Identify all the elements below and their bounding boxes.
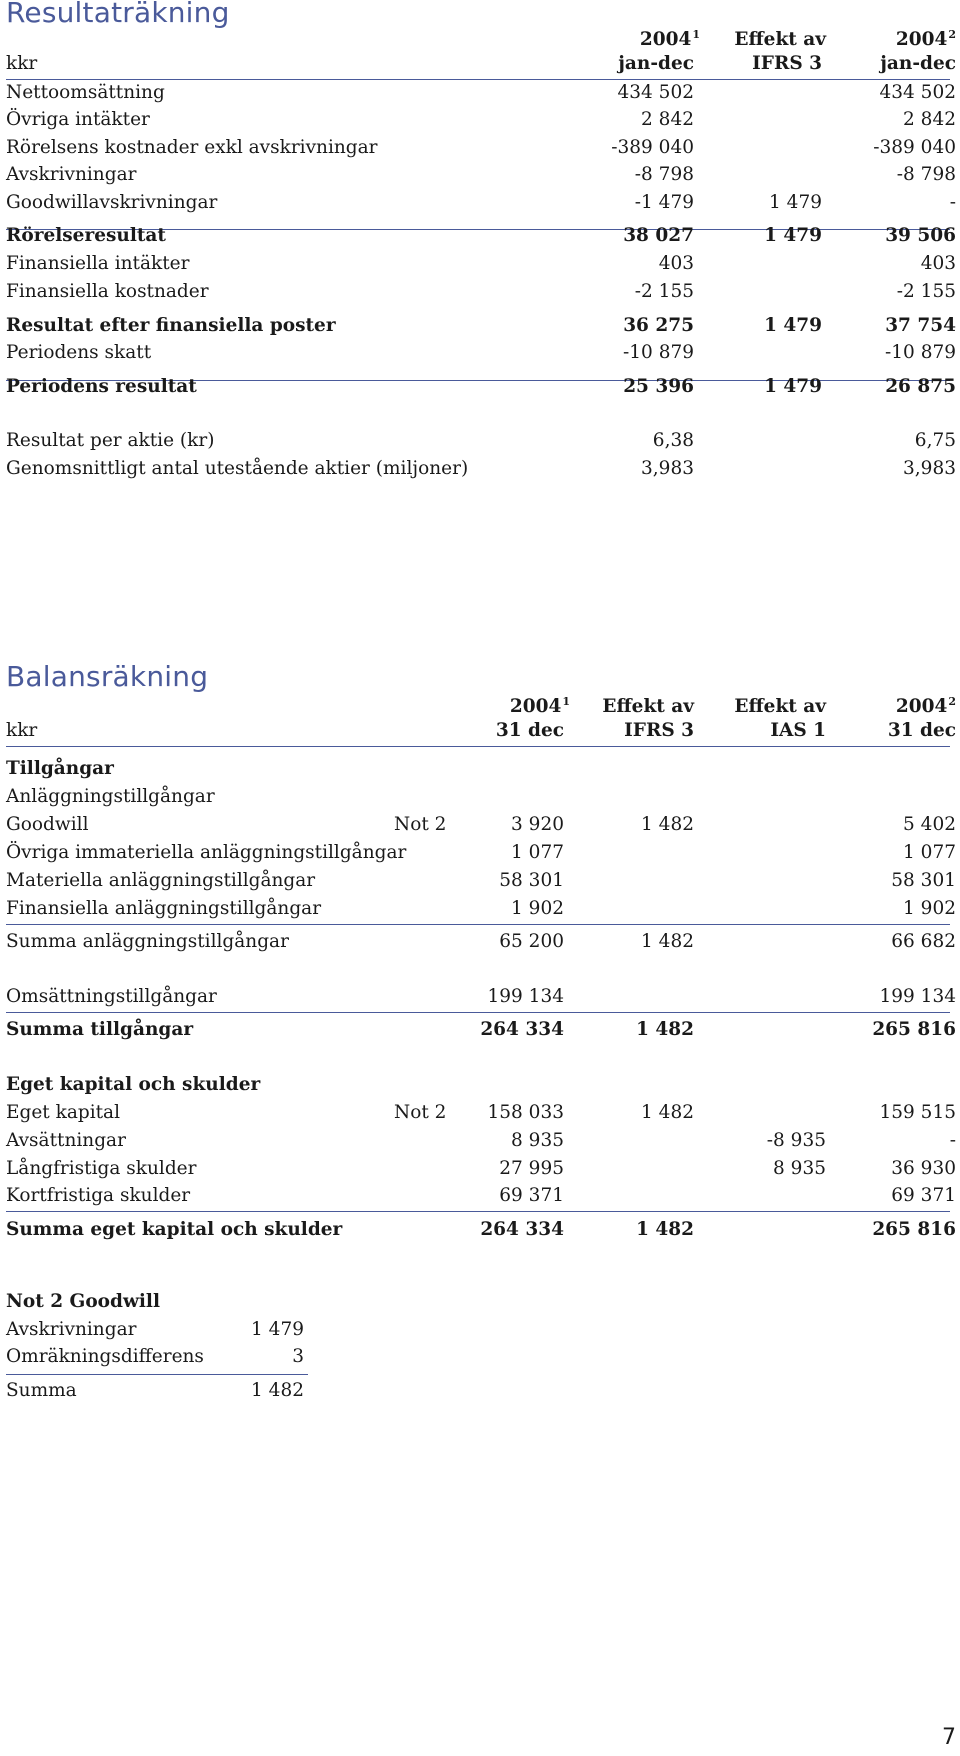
income-row-label: Periodens resultat <box>6 376 197 397</box>
balance-row-label: Summa tillgångar <box>6 1019 194 1040</box>
income-row-label: Finansiella intäkter <box>6 253 190 274</box>
balance-col4-year: 2004$^2$ <box>895 694 956 717</box>
balance-row-label: Summa eget kapital och skulder <box>6 1219 343 1240</box>
balance-cell-c2: 1 482 <box>641 931 694 952</box>
note2-row-label: Omräkningsdifferens <box>6 1346 204 1367</box>
balance-col1-year: 2004$^1$ <box>509 694 570 717</box>
balance-title: Balansräkning <box>6 660 209 693</box>
income-row-label: Genomsnittligt antal utestående aktier (miljoner) <box>6 458 469 479</box>
income-cell-c1: 434 502 <box>617 82 694 103</box>
income-cell-c1: 36 275 <box>623 315 694 336</box>
balance-cell-c4: 1 902 <box>903 898 956 919</box>
income-row <box>6 375 956 399</box>
balance-col1-date: 31 dec <box>495 720 564 741</box>
income-title: Resultaträkning <box>6 0 230 29</box>
balance-row-label: Summa anläggningstillgångar <box>6 931 289 952</box>
income-row-label: Övriga intäkter <box>6 109 150 130</box>
income-row <box>6 429 956 453</box>
balance-cell-c1: 264 334 <box>480 1219 564 1240</box>
balance-row-label: Anläggningstillgångar <box>6 786 215 807</box>
balance-row-label: Övriga immateriella anläggningstillgångar <box>6 842 407 863</box>
balance-cell-c1: 65 200 <box>499 931 564 952</box>
balance-cell-c1: 3 920 <box>511 814 564 835</box>
balance-cell-c2: 1 482 <box>636 1019 694 1040</box>
income-unit: kkr <box>6 53 38 74</box>
balance-row <box>6 813 956 837</box>
balance-cell-c1: 158 033 <box>487 1102 564 1123</box>
income-row <box>6 191 956 215</box>
income-col1-period: jan-dec <box>618 53 694 74</box>
balance-cell-c4: 1 077 <box>903 842 956 863</box>
income-row <box>6 314 956 338</box>
income-cell-c1: 2 842 <box>641 109 694 130</box>
balance-row-label: Finansiella anläggningstillgångar <box>6 898 322 919</box>
balance-row-label: Avsättningar <box>6 1130 126 1151</box>
balance-row-label: Eget kapital <box>6 1102 120 1123</box>
income-row-label: Nettoomsättning <box>6 82 165 103</box>
balance-row <box>6 785 956 809</box>
note2-row-value: 1 479 <box>251 1319 304 1340</box>
note2-row-value: 3 <box>292 1346 304 1367</box>
income-header-row1 <box>6 28 956 52</box>
income-cell-c2: 1 479 <box>769 192 822 213</box>
balance-cell-c1: 264 334 <box>480 1019 564 1040</box>
income-cell-c2: 1 479 <box>764 225 822 246</box>
balance-cell-c2: 1 482 <box>636 1219 694 1240</box>
income-cell-c1: 3,983 <box>641 458 694 479</box>
income-cell-c3: 434 502 <box>879 82 956 103</box>
balance-cell-c4: 265 816 <box>872 1019 956 1040</box>
balance-cell-c1: 69 371 <box>499 1185 564 1206</box>
balance-cell-c4: 5 402 <box>903 814 956 835</box>
income-col2-bottom: IFRS 3 <box>752 53 822 74</box>
balance-col4-date: 31 dec <box>887 720 956 741</box>
balance-sum-rule <box>6 924 950 925</box>
note2-sum-rule <box>6 1374 308 1375</box>
balance-row <box>6 1101 956 1125</box>
income-row-label: Resultat per aktie (kr) <box>6 430 215 451</box>
balance-row-label: Kortfristiga skulder <box>6 1185 191 1206</box>
balance-cell-c1: 58 301 <box>499 870 564 891</box>
note2-row <box>6 1318 306 1342</box>
balance-cell-c4: 159 515 <box>879 1102 956 1123</box>
income-cell-c1: 25 396 <box>623 376 694 397</box>
income-col3-period: jan-dec <box>880 53 956 74</box>
income-cell-c3: -8 798 <box>896 164 956 185</box>
note2-row <box>6 1345 306 1369</box>
income-row-label: Resultat efter finansiella poster <box>6 315 336 336</box>
balance-col2-top: Effekt av <box>602 696 694 717</box>
balance-sum-rule <box>6 1012 950 1013</box>
income-cell-c1: -10 879 <box>623 342 694 363</box>
income-cell-c3: 3,983 <box>903 458 956 479</box>
balance-row <box>6 1073 956 1097</box>
income-row <box>6 81 956 105</box>
income-row <box>6 163 956 187</box>
balance-note-ref: Not 2 <box>394 1102 447 1123</box>
balance-sum-rule <box>6 1211 950 1212</box>
balance-cell-c4: 199 134 <box>879 986 956 1007</box>
income-col1-year: 2004$^1$ <box>639 27 700 50</box>
income-row <box>6 280 956 304</box>
income-row <box>6 108 956 132</box>
balance-row-label: Långfristiga skulder <box>6 1158 197 1179</box>
balance-row <box>6 1018 956 1042</box>
note2-row-value: 1 482 <box>251 1380 304 1401</box>
income-cell-c1: 6,38 <box>652 430 694 451</box>
balance-cell-c2: 1 482 <box>641 1102 694 1123</box>
income-row-label: Goodwillavskrivningar <box>6 192 218 213</box>
balance-row-label: Materiella anläggningstillgångar <box>6 870 316 891</box>
balance-cell-c1: 199 134 <box>487 986 564 1007</box>
income-cell-c3: -2 155 <box>896 281 956 302</box>
note2-title-row <box>6 1290 406 1314</box>
income-cell-c1: -8 798 <box>634 164 694 185</box>
balance-unit: kkr <box>6 720 38 741</box>
income-row <box>6 252 956 276</box>
balance-header-rule <box>6 746 950 747</box>
income-col3-year: 2004$^2$ <box>895 27 956 50</box>
income-row <box>6 457 956 481</box>
balance-cell-c2: 1 482 <box>641 814 694 835</box>
balance-cell-c1: 8 935 <box>511 1130 564 1151</box>
income-cell-c1: -2 155 <box>634 281 694 302</box>
balance-cell-c4: 265 816 <box>872 1219 956 1240</box>
income-row-label: Periodens skatt <box>6 342 152 363</box>
note2-row-label: Summa <box>6 1380 77 1401</box>
balance-cell-c4: - <box>949 1130 956 1151</box>
balance-cell-c1: 27 995 <box>499 1158 564 1179</box>
income-col2-top: Effekt av <box>734 29 826 50</box>
income-cell-c2: 1 479 <box>764 376 822 397</box>
income-cell-c3: 37 754 <box>885 315 956 336</box>
income-cell-c2: 1 479 <box>764 315 822 336</box>
income-cell-c3: 39 506 <box>885 225 956 246</box>
balance-row <box>6 841 956 865</box>
income-cell-c3: 2 842 <box>903 109 956 130</box>
balance-cell-c1: 1 077 <box>511 842 564 863</box>
income-cell-c3: - <box>949 192 956 213</box>
balance-header-row2 <box>6 719 956 743</box>
balance-cell-c3: -8 935 <box>766 1130 826 1151</box>
income-cell-c3: 26 875 <box>885 376 956 397</box>
balance-row-label: Eget kapital och skulder <box>6 1074 261 1095</box>
balance-row <box>6 985 956 1009</box>
balance-col3-bottom: IAS 1 <box>770 720 826 741</box>
balance-cell-c4: 58 301 <box>891 870 956 891</box>
balance-row <box>6 869 956 893</box>
income-row-label: Finansiella kostnader <box>6 281 209 302</box>
balance-note-ref: Not 2 <box>394 814 447 835</box>
page-number: 7 <box>942 1725 956 1750</box>
balance-row <box>6 1218 956 1242</box>
balance-header-row1 <box>6 695 956 719</box>
balance-row <box>6 1129 956 1153</box>
income-cell-c1: 38 027 <box>623 225 694 246</box>
income-row-label: Rörelseresultat <box>6 225 166 246</box>
income-cell-c3: -389 040 <box>873 137 956 158</box>
balance-cell-c4: 66 682 <box>891 931 956 952</box>
income-cell-c3: -10 879 <box>885 342 956 363</box>
balance-col3-top: Effekt av <box>734 696 826 717</box>
balance-row <box>6 1184 956 1208</box>
income-row <box>6 224 956 248</box>
balance-row <box>6 930 956 954</box>
balance-row <box>6 1157 956 1181</box>
balance-cell-c4: 69 371 <box>891 1185 956 1206</box>
income-row <box>6 136 956 160</box>
income-row-label: Rörelsens kostnader exkl avskrivningar <box>6 137 378 158</box>
income-cell-c1: 403 <box>658 253 694 274</box>
income-cell-c3: 6,75 <box>914 430 956 451</box>
note2-row-label: Avskrivningar <box>6 1319 137 1340</box>
note2-title: Not 2 Goodwill <box>6 1291 160 1312</box>
note2-row <box>6 1379 306 1403</box>
balance-cell-c3: 8 935 <box>773 1158 826 1179</box>
balance-row <box>6 897 956 921</box>
income-row <box>6 341 956 365</box>
balance-row-label: Omsättningstillgångar <box>6 986 217 1007</box>
balance-row-label: Goodwill <box>6 814 89 835</box>
income-cell-c1: -1 479 <box>634 192 694 213</box>
balance-row <box>6 757 956 781</box>
income-header-row2 <box>6 52 956 76</box>
balance-col2-bottom: IFRS 3 <box>624 720 694 741</box>
income-cell-c1: -389 040 <box>611 137 694 158</box>
balance-row-label: Tillgångar <box>6 758 114 779</box>
balance-cell-c1: 1 902 <box>511 898 564 919</box>
balance-cell-c4: 36 930 <box>891 1158 956 1179</box>
income-row-label: Avskrivningar <box>6 164 137 185</box>
income-cell-c3: 403 <box>920 253 956 274</box>
